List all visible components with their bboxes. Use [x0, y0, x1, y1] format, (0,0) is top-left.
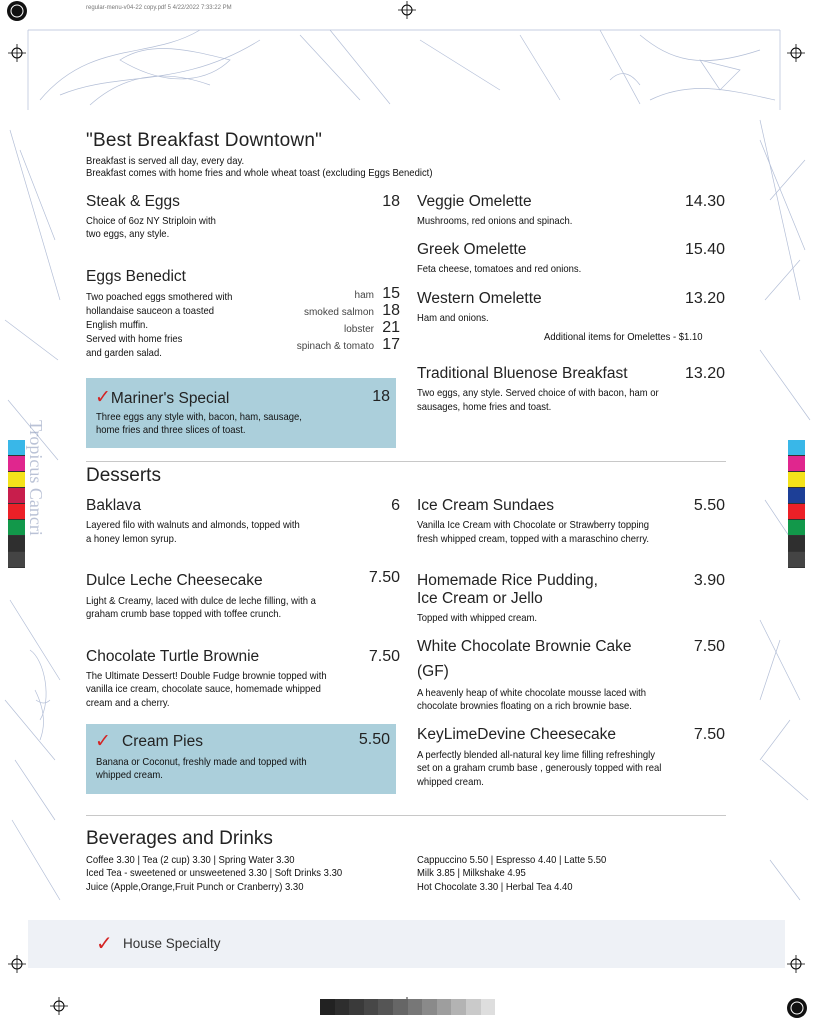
option-label: lobster	[343, 324, 374, 335]
menu-item-desc: Vanilla Ice Cream with Chocolate or Strawberry topping	[417, 520, 650, 531]
menu-item-name: Chocolate Turtle Brownie	[86, 648, 260, 665]
menu-item-price: 7.50	[693, 726, 725, 743]
house-specialty-label: House Specialty	[123, 936, 221, 951]
beverage-line: Juice (Apple,Orange,Fruit Punch or Cranberry) 3.30	[86, 882, 304, 893]
benedict-options	[250, 285, 400, 353]
breakfast-note: Breakfast comes with home fries and whole wheat toast (excluding Eggs Benedict)	[86, 168, 433, 179]
option-label: smoked salmon	[303, 307, 374, 318]
menu-item-desc: graham crumb base topped with toffee crunch.	[86, 609, 282, 620]
menu-item-desc: whipped cream.	[417, 777, 484, 788]
menu-item-desc: Ham and onions.	[417, 313, 489, 324]
menu-item-price: 3.90	[693, 572, 725, 589]
menu-item-desc: fresh whipped cream, topped with a maraschino cherry.	[417, 534, 650, 545]
registration-mark-icon	[398, 1, 416, 19]
option-price: 21	[382, 319, 400, 336]
menu-item-price: 6	[391, 497, 400, 514]
menu-item-name: Veggie Omelette	[417, 193, 532, 210]
menu-item-desc: hollandaise sauceon a toasted	[86, 306, 214, 317]
house-specialty-check-icon: ✓	[95, 731, 111, 752]
color-bar-right	[788, 440, 805, 568]
color-bar-left	[8, 440, 25, 568]
menu-item-desc: and garden salad.	[86, 348, 162, 359]
grayscale-bar	[320, 999, 495, 1015]
beverage-line: Iced Tea - sweetened or unsweetened 3.30 | Soft Drinks 3.30	[86, 868, 343, 879]
menu-item-name: Ice Cream or Jello	[417, 590, 543, 607]
menu-item-desc: Three eggs any style with, bacon, ham, sausage,	[96, 412, 302, 423]
menu-item-desc: a honey lemon syrup.	[86, 534, 177, 545]
menu-item-desc: chocolate brownies floating on a rich brownie base.	[417, 701, 632, 712]
menu-item-desc: Banana or Coconut, freshly made and topped with	[96, 757, 307, 768]
menu-item-name: Eggs Benedict	[86, 268, 186, 285]
menu-item-price: 5.50	[358, 731, 390, 748]
menu-item-desc: Light & Creamy, laced with dulce de leche filling, with a	[86, 596, 316, 607]
menu-item-price: 7.50	[368, 569, 400, 586]
menu-item-price: 7.50	[368, 648, 400, 665]
menu-item-desc: The Ultimate Dessert! Double Fudge brownie topped with	[86, 671, 327, 682]
menu-item-desc: whipped cream.	[96, 770, 163, 781]
side-sketch-text: Tropicus Cancri	[26, 420, 46, 536]
menu-item-desc: Two poached eggs smothered with	[86, 292, 233, 303]
menu-item-name: KeyLimeDevine Cheesecake	[417, 726, 617, 743]
menu-item-desc: Choice of 6oz NY Striploin with	[86, 216, 216, 227]
option-price: 18	[382, 302, 400, 319]
menu-item-name: Dulce Leche Cheesecake	[86, 572, 263, 589]
menu-item-desc: vanilla ice cream, chocolate sauce, homemade whipped	[86, 684, 321, 695]
print-meta: regular-menu-v04-22 copy.pdf 5 4/22/2022 7:33:22 PM	[86, 5, 232, 11]
menu-item-desc: Mushrooms, red onions and spinach.	[417, 216, 573, 227]
menu-item-desc: set on a graham crumb base , generously topped with real	[417, 763, 662, 774]
beverage-line: Cappuccino 5.50 | Espresso 4.40 | Latte 5.50	[417, 855, 607, 866]
menu-item-name: Western Omelette	[417, 290, 542, 307]
menu-item-name: White Chocolate Brownie Cake	[417, 638, 632, 655]
menu-item-price: 15.40	[684, 241, 725, 258]
menu-item-name: Baklava	[86, 497, 142, 514]
section-divider	[86, 815, 726, 816]
breakfast-note: Breakfast is served all day, every day.	[86, 156, 245, 167]
menu-item-desc: home fries and three slices of toast.	[96, 425, 246, 436]
menu-item-name: (GF)	[417, 663, 449, 680]
menu-item-desc: Layered filo with walnuts and almonds, topped with	[86, 520, 300, 531]
menu-item-name: Cream Pies	[122, 733, 203, 750]
registration-mark-icon	[50, 997, 68, 1015]
registration-mark-icon	[8, 955, 26, 973]
option-label: spinach & tomato	[296, 341, 374, 352]
desserts-title: Desserts	[86, 465, 161, 486]
option-label: ham	[354, 290, 374, 301]
registration-mark-icon	[8, 44, 26, 62]
menu-item-name: Steak & Eggs	[86, 193, 180, 210]
menu-item-name: Traditional Bluenose Breakfast	[417, 365, 628, 382]
menu-item-desc: Two eggs, any style. Served choice of with bacon, ham or	[417, 388, 659, 399]
beverage-line: Coffee 3.30 | Tea (2 cup) 3.30 | Spring Water 3.30	[86, 855, 295, 866]
menu-item-price: 7.50	[693, 638, 725, 655]
option-price: 17	[382, 336, 400, 353]
footer-legend	[28, 920, 785, 968]
registration-mark-icon	[787, 44, 805, 62]
menu-item-name: Homemade Rice Pudding,	[417, 572, 598, 589]
menu-item-price: 13.20	[684, 365, 725, 382]
omelette-extra-note: Additional items for Omelettes - $1.10	[544, 332, 703, 343]
registration-mark-icon	[787, 955, 805, 973]
menu-item-price: 5.50	[693, 497, 725, 514]
menu-item-desc: A perfectly blended all-natural key lime filling refreshingly	[417, 750, 656, 761]
registration-star-icon	[786, 997, 808, 1019]
menu-item-desc: English muffin.	[86, 320, 148, 331]
beverage-line: Hot Chocolate 3.30 | Herbal Tea 4.40	[417, 882, 573, 893]
menu-item-desc: Served with home fries	[86, 334, 183, 345]
beverage-line: Milk 3.85 | Milkshake 4.95	[417, 868, 526, 879]
menu-item-desc: A heavenly heap of white chocolate mousse laced with	[417, 688, 647, 699]
menu-item-desc: Topped with whipped cream.	[417, 613, 538, 624]
menu-item-price: 14.30	[684, 193, 725, 210]
breakfast-title: "Best Breakfast Downtown"	[86, 130, 323, 151]
menu-item-desc: Feta cheese, tomatoes and red onions.	[417, 264, 582, 275]
option-price: 15	[382, 285, 400, 302]
house-specialty-check-icon: ✓	[95, 387, 111, 408]
registration-star-icon	[6, 0, 28, 22]
menu-item-name: ✓Mariner's Special	[95, 387, 230, 408]
menu-item-price: 13.20	[684, 290, 725, 307]
menu-item-price: 18	[382, 193, 400, 210]
menu-item-desc: two eggs, any style.	[86, 229, 170, 240]
menu-item-name: Greek Omelette	[417, 241, 527, 258]
menu-item-price: 18	[372, 388, 390, 405]
menu-item-name: Ice Cream Sundaes	[417, 497, 554, 514]
menu-item-desc: cream and a cherry.	[86, 698, 170, 709]
beverages-title: Beverages and Drinks	[86, 828, 273, 849]
menu-item-desc: sausages, home fries and toast.	[417, 402, 552, 413]
section-divider	[86, 461, 726, 462]
house-specialty-check-icon: ✓	[96, 933, 113, 955]
